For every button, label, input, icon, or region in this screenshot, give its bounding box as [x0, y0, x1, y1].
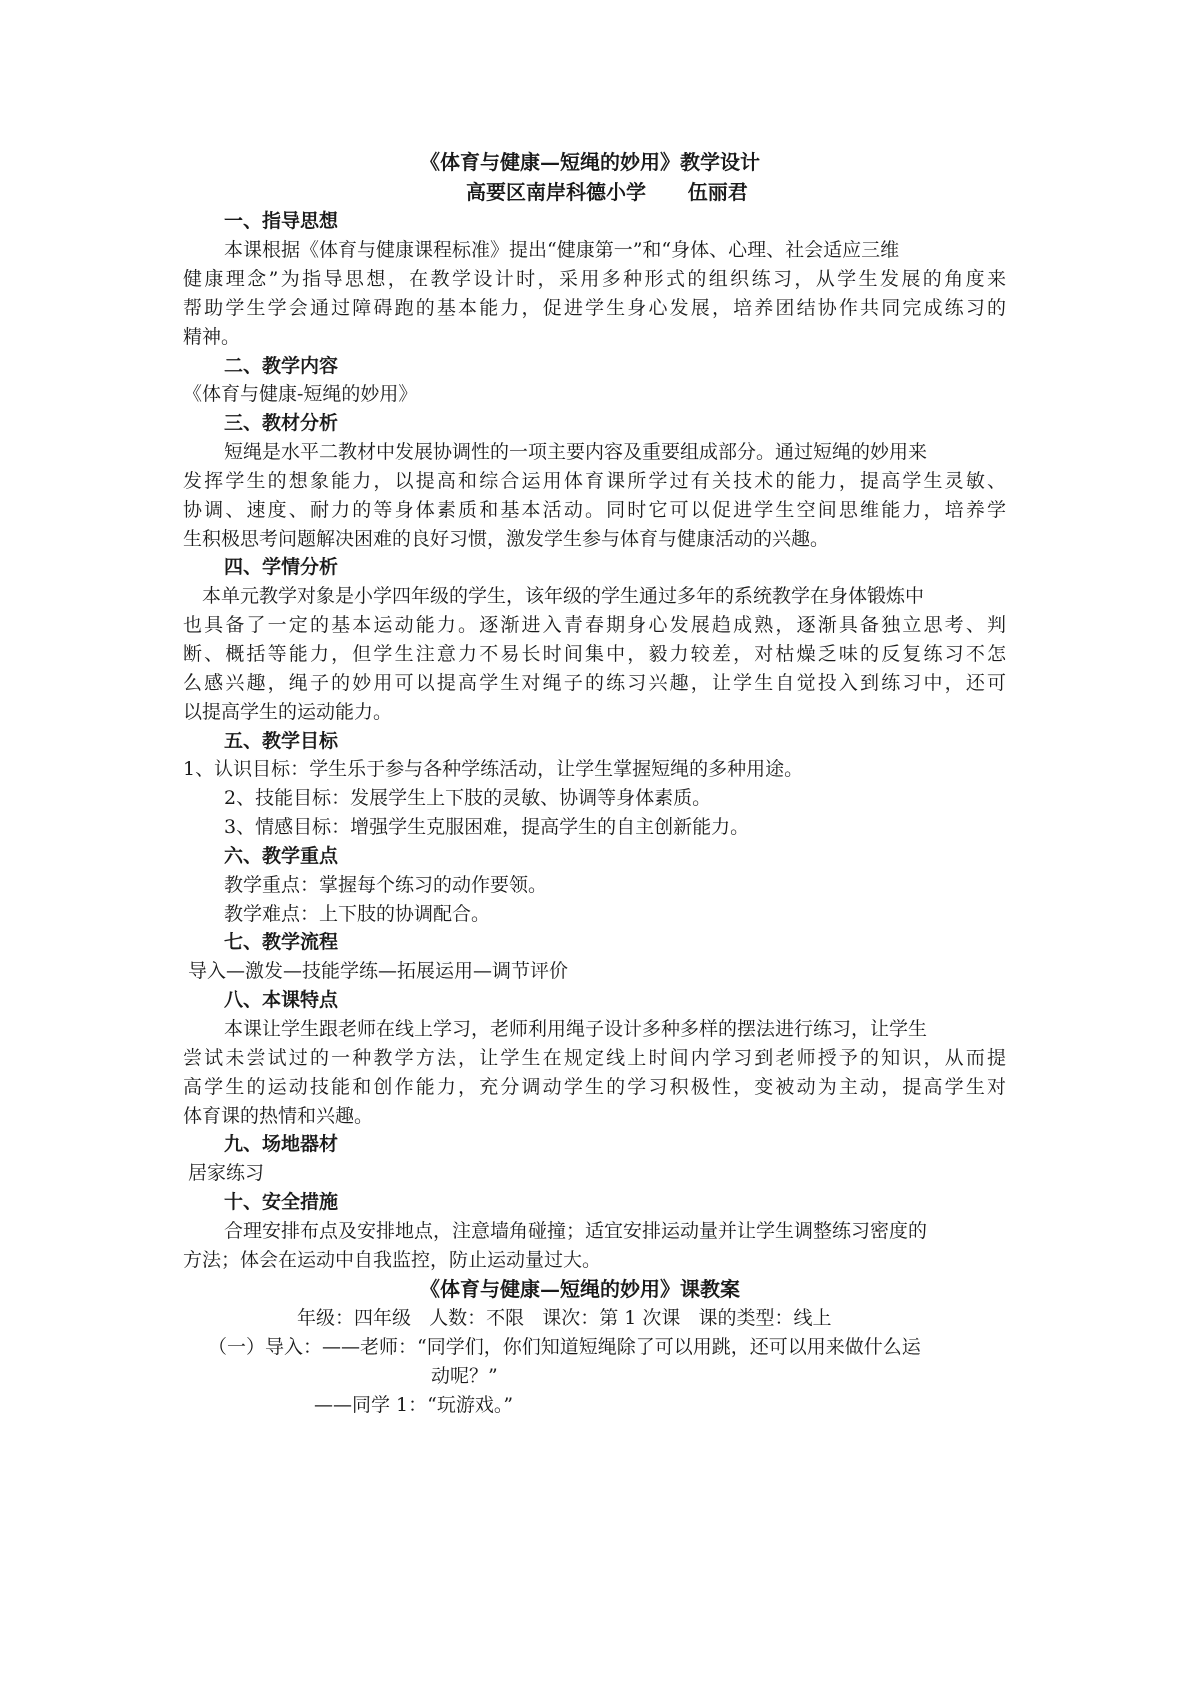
section-heading-venue-equipment: 九、场地器材	[224, 1133, 339, 1155]
paragraph-line: 导入—激发—技能学练—拓展运用—调节评价	[188, 960, 569, 982]
section-heading-teaching-goals: 五、教学目标	[224, 730, 339, 752]
section-heading-safety-measures: 十、安全措施	[224, 1191, 339, 1213]
paragraph-line: 《体育与健康-短绳的妙用》	[183, 383, 418, 405]
paragraph-line: 么感兴趣，绳子的妙用可以提高学生对绳子的练习兴趣，让学生自觉投入到练习中，还可	[183, 672, 1006, 694]
paragraph-line: 短绳是水平二教材中发展协调性的一项主要内容及重要组成部分。通过短绳的妙用来	[224, 441, 928, 463]
paragraph-line: 高学生的运动技能和创作能力，充分调动学生的学习积极性，变被动为主动，提高学生对	[183, 1076, 1006, 1098]
paragraph-line: 本课根据《体育与健康课程标准》提出“健康第一”和“身体、心理、社会适应三维	[224, 239, 900, 261]
paragraph-line: 居家练习	[188, 1162, 265, 1184]
section-heading-lesson-features: 八、本课特点	[224, 989, 339, 1011]
document-title: 《体育与健康—短绳的妙用》教学设计	[420, 150, 760, 174]
paragraph-line: 体育课的热情和兴趣。	[183, 1105, 374, 1127]
paragraph-line: 方法；体会在运动中自我监控，防止运动量过大。	[183, 1249, 602, 1271]
section-heading-teaching-content: 二、教学内容	[224, 355, 339, 377]
paragraph-line: 健康理念”为指导思想，在教学设计时，采用多种形式的组织练习，从学生发展的角度来	[183, 268, 1006, 290]
paragraph-line: 也具备了一定的基本运动能力。逐渐进入青春期身心发展趋成熟，逐渐具备独立思考、判	[183, 614, 1006, 636]
goal-item: 3、情感目标：增强学生克服困难，提高学生的自主创新能力。	[224, 816, 750, 838]
section-heading-key-points: 六、教学重点	[224, 845, 339, 867]
section-heading-material-analysis: 三、教材分析	[224, 412, 339, 434]
author-line: 高要区南岸科德小学 伍丽君	[466, 180, 748, 204]
paragraph-line: 生积极思考问题解决困难的良好习惯，激发学生参与体育与健康活动的兴趣。	[183, 528, 830, 550]
key-point-item: 教学重点：掌握每个练习的动作要领。	[224, 874, 548, 896]
paragraph-line: 断、概括等能力，但学生注意力不易长时间集中，毅力较差，对枯燥乏味的反复练习不怎	[183, 643, 1006, 665]
paragraph-line: 合理安排布点及安排地点，注意墙角碰撞；适宜安排运动量并让学生调整练习密度的	[224, 1220, 928, 1242]
paragraph-line: 本单元教学对象是小学四年级的学生，该年级的学生通过多年的系统教学在身体锻炼中	[202, 585, 925, 607]
lesson-intro-line: ——同学 1：“玩游戏。”	[314, 1394, 514, 1416]
paragraph-line: 本课让学生跟老师在线上学习，老师利用绳子设计多种多样的摆法进行练习，让学生	[224, 1018, 928, 1040]
lesson-plan-info: 年级：四年级 人数：不限 课次：第 1 次课 课的类型：线上	[297, 1307, 832, 1329]
paragraph-line: 精神。	[183, 326, 241, 348]
lesson-intro-line: 动呢？”	[431, 1365, 498, 1387]
section-heading-learner-analysis: 四、学情分析	[224, 556, 339, 578]
paragraph-line: 帮助学生学会通过障碍跑的基本能力，促进学生身心发展，培养团结协作共同完成练习的	[183, 297, 1006, 319]
paragraph-line: 以提高学生的运动能力。	[183, 701, 393, 723]
paragraph-line: 发挥学生的想象能力，以提高和综合运用体育课所学过有关技术的能力，提高学生灵敏、	[183, 470, 1006, 492]
paragraph-line: 尝试未尝试过的一种教学方法，让学生在规定线上时间内学习到老师授予的知识，从而提	[183, 1047, 1006, 1069]
key-point-item: 教学难点：上下肢的协调配合。	[224, 903, 491, 925]
goal-item: 2、技能目标：发展学生上下肢的灵敏、协调等身体素质。	[224, 787, 712, 809]
lesson-plan-title: 《体育与健康—短绳的妙用》课教案	[420, 1277, 740, 1301]
section-heading-guiding-ideology: 一、指导思想	[224, 210, 339, 232]
lesson-intro-line: （一）导入：——老师：“同学们，你们知道短绳除了可以用跳，还可以用来做什么运	[208, 1336, 921, 1358]
goal-item: 1、认识目标：学生乐于参与各种学练活动，让学生掌握短绳的多种用途。	[183, 758, 804, 780]
paragraph-line: 协调、速度、耐力的等身体素质和基本活动。同时它可以促进学生空间思维能力，培养学	[183, 499, 1006, 521]
section-heading-teaching-process: 七、教学流程	[224, 931, 339, 953]
